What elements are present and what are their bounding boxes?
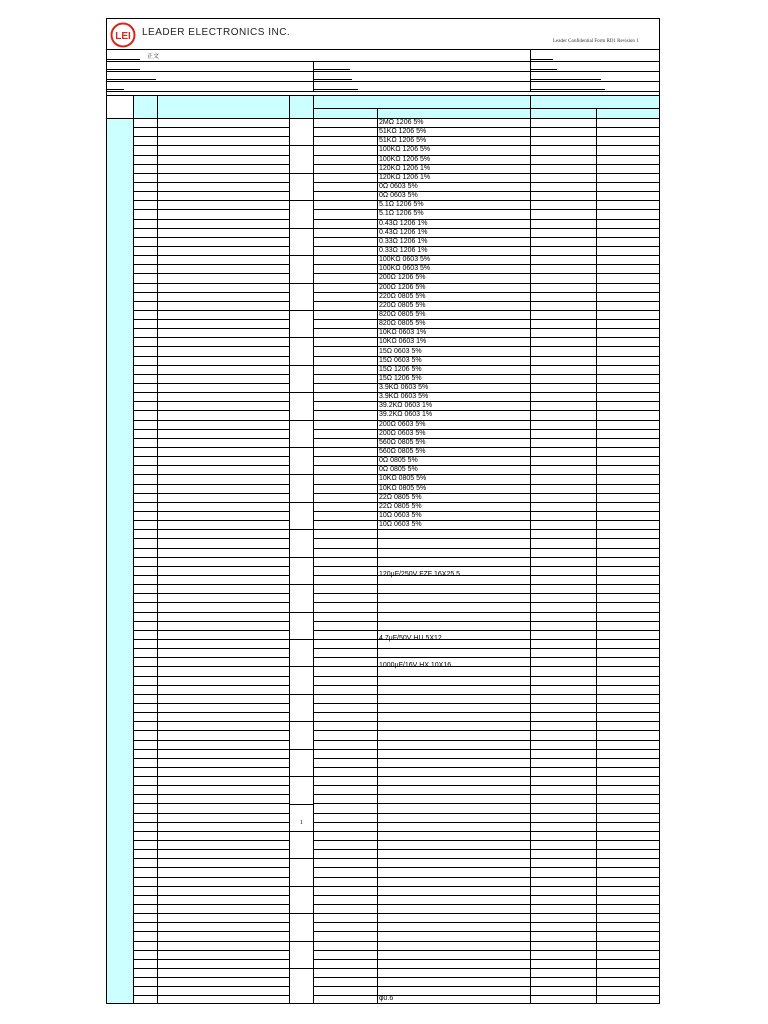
part-description: 10KΩ 0603 1% bbox=[379, 329, 427, 336]
part-description: 51KΩ 1206 5% bbox=[379, 128, 427, 135]
part-description: 220Ω 0805 5% bbox=[379, 302, 426, 309]
part-description: 120KΩ 1206 1% bbox=[379, 174, 431, 181]
part-description: 3.9KΩ 0603 5% bbox=[379, 393, 429, 400]
part-description: 100KΩ 1206 5% bbox=[379, 156, 431, 163]
part-description: 100KΩ 1206 5% bbox=[379, 146, 431, 153]
part-description: 15Ω 0603 5% bbox=[379, 348, 422, 355]
part-description: 4.7µF/50V HU 5X12 bbox=[379, 635, 442, 642]
part-description: 0Ω 0603 5% bbox=[379, 192, 418, 199]
part-description: 200Ω 0603 5% bbox=[379, 430, 426, 437]
part-description: 15Ω 1206 5% bbox=[379, 366, 422, 373]
part-description: 10Ω 0603 5% bbox=[379, 512, 422, 519]
part-description: 0.33Ω 1206 1% bbox=[379, 238, 428, 245]
part-description: 51KΩ 1206 5% bbox=[379, 137, 427, 144]
part-description: 10KΩ 0805 5% bbox=[379, 475, 427, 482]
part-description: φ0.6 bbox=[379, 995, 394, 1002]
part-description: 22Ω 0805 5% bbox=[379, 503, 422, 510]
part-description: 0.33Ω 1206 1% bbox=[379, 247, 428, 254]
part-description: 15Ω 0603 5% bbox=[379, 357, 422, 364]
part-description: 1000µF/16V HX 10X16 bbox=[379, 662, 452, 669]
part-description: 0.43Ω 1206 1% bbox=[379, 229, 428, 236]
part-description: 5.1Ω 1206 5% bbox=[379, 201, 424, 208]
part-description: 0Ω 0805 5% bbox=[379, 457, 418, 464]
part-description: 120µF/250V FZF 16X25.5 bbox=[379, 571, 461, 578]
company-name: LEADER ELECTRONICS INC. bbox=[142, 27, 291, 38]
part-description: 0Ω 0603 5% bbox=[379, 183, 418, 190]
part-description: 220Ω 0805 5% bbox=[379, 293, 426, 300]
part-description: 39.2KΩ 0603 1% bbox=[379, 411, 433, 418]
part-description: 100KΩ 0603 5% bbox=[379, 265, 431, 272]
logo-text: LEI bbox=[115, 31, 131, 42]
part-description: 820Ω 0805 5% bbox=[379, 311, 426, 318]
part-description: 5.1Ω 1206 5% bbox=[379, 210, 424, 217]
part-description: 2MΩ 1206 5% bbox=[379, 119, 424, 126]
page-number: 1 bbox=[300, 820, 303, 826]
header-small-label: 正文 bbox=[147, 53, 160, 60]
part-description: 560Ω 0805 5% bbox=[379, 439, 426, 446]
part-description: 15Ω 1206 5% bbox=[379, 375, 422, 382]
part-description: 39.2KΩ 0603 1% bbox=[379, 402, 433, 409]
confidential-note: Leader Confidential Form RD1 Revision 1 bbox=[553, 39, 639, 44]
part-description: 820Ω 0805 5% bbox=[379, 320, 426, 327]
part-description: 22Ω 0805 5% bbox=[379, 494, 422, 501]
part-description: 0Ω 0805 5% bbox=[379, 466, 418, 473]
part-description: 200Ω 1206 5% bbox=[379, 284, 426, 291]
part-description: 560Ω 0805 5% bbox=[379, 448, 426, 455]
part-description: 120KΩ 1206 1% bbox=[379, 165, 431, 172]
part-description: 10KΩ 0603 1% bbox=[379, 338, 427, 345]
part-description: 200Ω 0603 5% bbox=[379, 421, 426, 428]
part-description: 100KΩ 0603 5% bbox=[379, 256, 431, 263]
part-description: 200Ω 1206 5% bbox=[379, 274, 426, 281]
part-description: 10Ω 0603 5% bbox=[379, 521, 422, 528]
part-description: 3.9KΩ 0603 5% bbox=[379, 384, 429, 391]
part-description: 10KΩ 0805 5% bbox=[379, 485, 427, 492]
part-description: 0.43Ω 1206 1% bbox=[379, 220, 428, 227]
